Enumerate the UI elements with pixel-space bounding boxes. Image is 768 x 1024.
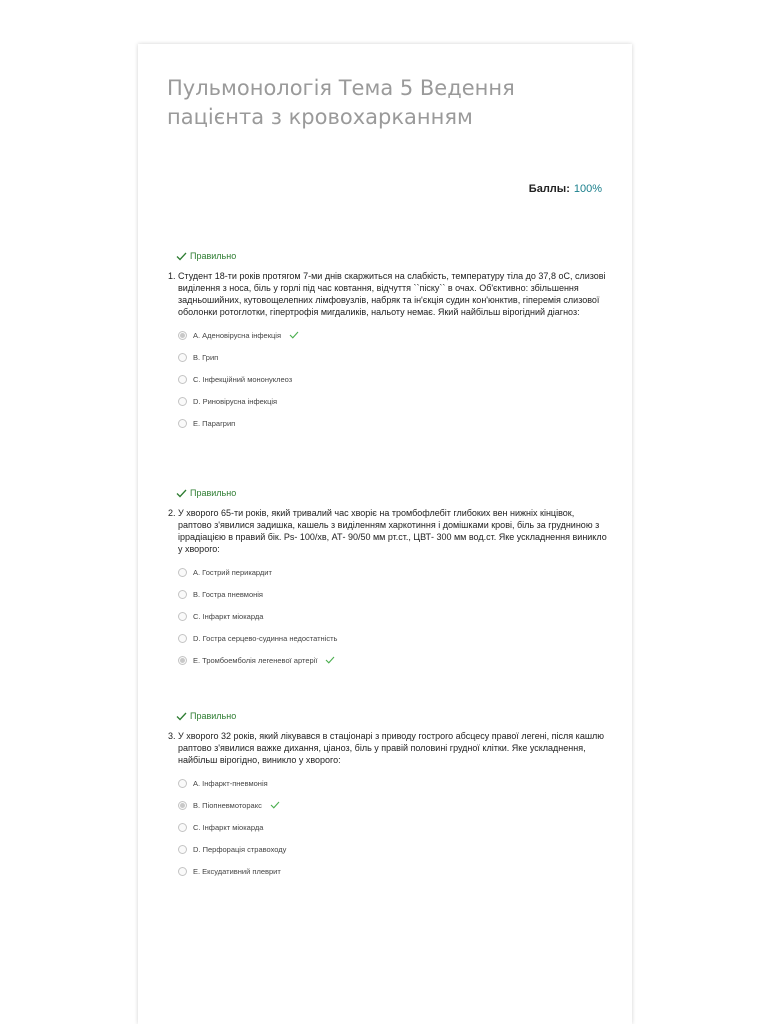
question-1 — [168, 250, 608, 434]
score-value: 100% — [573, 183, 602, 195]
correct-badge — [176, 250, 608, 262]
option-a[interactable] — [178, 772, 608, 794]
question-number: 3. — [168, 731, 176, 741]
question-number: 1. — [168, 271, 176, 281]
radio-button[interactable] — [178, 375, 187, 384]
radio-button[interactable] — [178, 845, 187, 854]
radio-button[interactable] — [178, 867, 187, 876]
question-text — [168, 270, 608, 318]
option-label: D. Риновірусна інфекція — [193, 396, 278, 406]
correct-badge — [176, 487, 608, 499]
option-a[interactable] — [178, 324, 608, 346]
option-label: D. Перфорація стравоходу — [193, 844, 287, 854]
option-label: B. Грип — [193, 352, 219, 362]
question-body: У хворого 65-ти років, який тривалий час хворіє на тромбофлебіт глибоких вен нижніх кінцівок, раптово з'явилися задишка, кашель з виділенням харкотиння і домішками крові, біль за грудниною з іррадіацією в правий бік. Ps- 100/хв, АТ- 90/50 мм рт.ст., ЦВТ- 300 мм вод.ст. Яке ускладнення виникло у хворого: — [178, 508, 607, 554]
question-body: У хворого 32 років, який лікувався в стаціонарі з приводу гострого абсцесу правої легені, після кашлю раптово з'явилися важке дихання, ціаноз, біль у правій половині грудної клітки. Яке ускладнення, найбільш вірогідно, виникло у хворого: — [178, 731, 605, 765]
options-list — [168, 561, 608, 671]
option-e[interactable] — [178, 860, 608, 882]
option-c[interactable] — [178, 605, 608, 627]
question-text — [168, 730, 608, 766]
score-label: Баллы: — [528, 183, 570, 195]
option-d[interactable] — [178, 627, 608, 649]
correct-label: Правильно — [190, 711, 237, 721]
option-label: E. Ексудативний плеврит — [193, 866, 281, 876]
radio-button[interactable] — [178, 612, 187, 621]
correct-badge — [176, 710, 608, 722]
option-label: A. Інфаркт-пневмонія — [193, 778, 268, 788]
option-label: C. Інфаркт міокарда — [193, 822, 264, 832]
quiz-card — [138, 44, 632, 1024]
radio-button[interactable] — [178, 801, 187, 810]
option-label: A. Гострий перикардит — [193, 567, 272, 577]
check-icon — [176, 712, 187, 721]
option-label: E. Тромбоемболія легеневої артерії — [193, 655, 318, 665]
options-list — [168, 324, 608, 434]
option-c[interactable] — [178, 368, 608, 390]
option-label: B. Піопневмоторакс — [193, 800, 262, 810]
score — [529, 183, 602, 195]
radio-button[interactable] — [178, 568, 187, 577]
question-3 — [168, 710, 608, 882]
radio-button[interactable] — [178, 656, 187, 665]
check-icon — [289, 331, 299, 339]
check-icon — [176, 489, 187, 498]
radio-button[interactable] — [178, 331, 187, 340]
question-2 — [168, 487, 608, 671]
option-label: B. Гостра пневмонія — [193, 589, 263, 599]
radio-button[interactable] — [178, 590, 187, 599]
option-e[interactable] — [178, 412, 608, 434]
check-icon — [270, 801, 280, 809]
check-icon — [325, 656, 335, 664]
option-b[interactable] — [178, 794, 608, 816]
radio-button[interactable] — [178, 353, 187, 362]
radio-button[interactable] — [178, 634, 187, 643]
question-body: Студент 18-ти років протягом 7-ми днів скаржиться на слабкість, температуру тіла до 37,8 оС, слизові виділення з носа, біль у горлі під час ковтання, відчуття ``піску`` в очах. Об'єктивно: збільшення задньошийних, кутовощелепних лімфовузлів, набряк та ін'єкція судин кон'юнктив, гіперемія слизової оболонки ротоглотки, гіпертрофія мигдаликів, нальоту немає. Який найбільш вірогідний діагноз: — [178, 271, 606, 317]
option-b[interactable] — [178, 346, 608, 368]
radio-button[interactable] — [178, 419, 187, 428]
option-label: C. Інфаркт міокарда — [193, 611, 264, 621]
option-label: A. Аденовірусна інфекція — [193, 330, 282, 340]
option-d[interactable] — [178, 390, 608, 412]
option-label: C. Інфекційний мононуклеоз — [193, 374, 293, 384]
check-icon — [176, 252, 187, 261]
correct-label: Правильно — [190, 488, 237, 498]
option-a[interactable] — [178, 561, 608, 583]
radio-button[interactable] — [178, 823, 187, 832]
option-e[interactable] — [178, 649, 608, 671]
option-label: E. Парагрип — [193, 418, 236, 428]
radio-button[interactable] — [178, 779, 187, 788]
question-text — [168, 507, 608, 555]
page-title: Пульмонологія Тема 5 Ведення пацієнта з кровохарканням — [167, 76, 515, 129]
option-d[interactable] — [178, 838, 608, 860]
question-number: 2. — [168, 508, 176, 518]
correct-label: Правильно — [190, 251, 237, 261]
options-list — [168, 772, 608, 882]
option-b[interactable] — [178, 583, 608, 605]
radio-button[interactable] — [178, 397, 187, 406]
option-label: D. Гостра серцево-судинна недостатність — [193, 633, 338, 643]
option-c[interactable] — [178, 816, 608, 838]
